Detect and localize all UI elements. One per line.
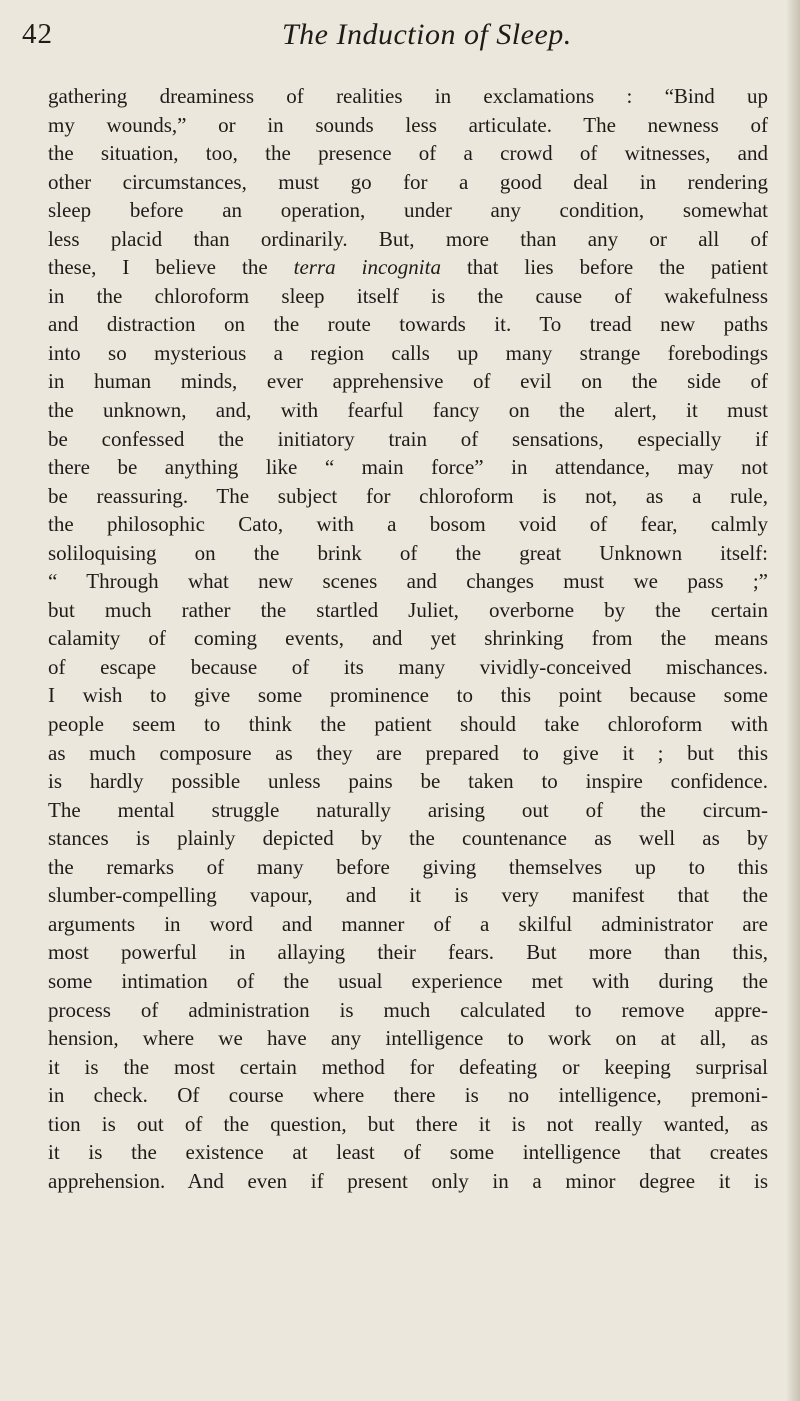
text-line — [48, 796, 768, 825]
italic-phrase: terra incognita — [293, 255, 441, 280]
text-line — [48, 767, 768, 796]
text-segment: process of administration is much calculated to remove appre- — [48, 997, 768, 1022]
text-segment: the remarks of many before giving themselves up to this — [48, 854, 768, 879]
text-line — [48, 482, 768, 511]
text-segment: that lies before the patient — [440, 255, 768, 280]
text-segment: calamity of coming events, and yet shrinking from the means — [48, 626, 768, 651]
text-line — [48, 82, 768, 111]
text-segment: some intimation of the usual experience met with during the — [48, 968, 768, 993]
text-segment: I wish to give some prominence to this point because some — [48, 683, 768, 708]
text-line — [48, 881, 768, 910]
text-segment: into so mysterious a region calls up many strange forebodings — [48, 340, 768, 365]
text-segment: “ Through what new scenes and changes must we pass ;” — [48, 569, 768, 594]
text-line — [48, 824, 768, 853]
text-line — [48, 624, 768, 653]
page-edge-shadow — [786, 0, 800, 1401]
text-segment: as much composure as they are prepared to give it ; but this — [48, 740, 768, 765]
text-segment: but much rather the startled Juliet, overborne by the certain — [48, 597, 768, 622]
text-line — [48, 681, 768, 710]
text-segment: less placid than ordinarily. But, more than any or all of — [48, 226, 768, 251]
text-segment: sleep before an operation, under any condition, somewhat — [48, 198, 768, 223]
text-line — [48, 1053, 768, 1082]
text-segment: be confessed the initiatory train of sensations, especially if — [48, 426, 768, 451]
text-line — [48, 396, 768, 425]
text-line — [48, 739, 768, 768]
text-line — [48, 1024, 768, 1053]
text-segment: in human minds, ever apprehensive of evil on the side of — [48, 369, 768, 394]
text-segment: the unknown, and, with fearful fancy on the alert, it must — [48, 398, 768, 423]
text-line — [48, 653, 768, 682]
text-segment: these, I believe the — [48, 255, 294, 280]
text-segment: arguments in word and manner of a skilful administrator are — [48, 911, 768, 936]
text-line — [48, 938, 768, 967]
text-line — [48, 596, 768, 625]
text-segment: is hardly possible unless pains be taken to inspire confidence. — [48, 769, 768, 794]
text-segment: tion is out of the question, but there it is not really wanted, as — [48, 1111, 768, 1136]
text-segment: The mental struggle naturally arising out of the circum- — [48, 797, 768, 822]
text-line — [48, 967, 768, 996]
body-text — [48, 82, 768, 1195]
text-line — [48, 196, 768, 225]
text-segment: it is the most certain method for defeating or keeping surprisal — [48, 1054, 768, 1079]
text-line — [48, 1138, 768, 1167]
text-line — [48, 425, 768, 454]
text-segment: stances is plainly depicted by the countenance as well as by — [48, 826, 768, 851]
text-segment: of escape because of its many vividly-conceived mischances. — [48, 654, 768, 679]
text-segment: slumber-compelling vapour, and it is very manifest that the — [48, 883, 768, 908]
text-line — [48, 1081, 768, 1110]
text-segment: in check. Of course where there is no intelligence, premoni- — [48, 1083, 768, 1108]
text-segment: apprehension. And even if present only in a minor degree it is — [48, 1168, 768, 1193]
text-line — [48, 1110, 768, 1139]
text-segment: gathering dreaminess of realities in exclamations : “Bind up — [48, 84, 768, 108]
text-segment: my wounds,” or in sounds less articulate. The newness of — [48, 112, 768, 137]
text-line — [48, 282, 768, 311]
page-number: 42 — [22, 18, 53, 50]
text-segment: in the chloroform sleep itself is the cause of wakefulness — [48, 283, 768, 308]
text-line — [48, 168, 768, 197]
text-segment: soliloquising on the brink of the great Unknown itself: — [48, 540, 768, 565]
text-line — [48, 567, 768, 596]
text-line — [48, 1167, 768, 1196]
text-line — [48, 225, 768, 254]
text-segment: and distraction on the route towards it. To tread new paths — [48, 312, 768, 337]
text-segment: be reassuring. The subject for chloroform is not, as a rule, — [48, 483, 768, 508]
text-line — [48, 367, 768, 396]
text-line — [48, 111, 768, 140]
text-line — [48, 539, 768, 568]
text-segment: the situation, too, the presence of a crowd of witnesses, and — [48, 141, 768, 166]
text-line — [48, 710, 768, 739]
text-segment: people seem to think the patient should take chloroform with — [48, 712, 768, 737]
page-header — [22, 10, 782, 54]
text-segment: hension, where we have any intelligence to work on at all, as — [48, 1026, 768, 1051]
text-line — [48, 853, 768, 882]
text-line — [48, 339, 768, 368]
text-segment: there be anything like “ main force” in attendance, may not — [48, 455, 768, 480]
text-line — [48, 910, 768, 939]
running-title: The Induction of Sleep. — [282, 18, 572, 51]
text-line — [48, 310, 768, 339]
text-segment: other circumstances, must go for a good deal in rendering — [48, 169, 768, 194]
text-segment: most powerful in allaying their fears. But more than this, — [48, 940, 768, 965]
text-line — [48, 253, 768, 282]
text-line — [48, 139, 768, 168]
text-line — [48, 996, 768, 1025]
text-segment: it is the existence at least of some intelligence that creates — [48, 1140, 768, 1165]
text-line — [48, 453, 768, 482]
text-line — [48, 510, 768, 539]
text-segment: the philosophic Cato, with a bosom void of fear, calmly — [48, 512, 768, 537]
